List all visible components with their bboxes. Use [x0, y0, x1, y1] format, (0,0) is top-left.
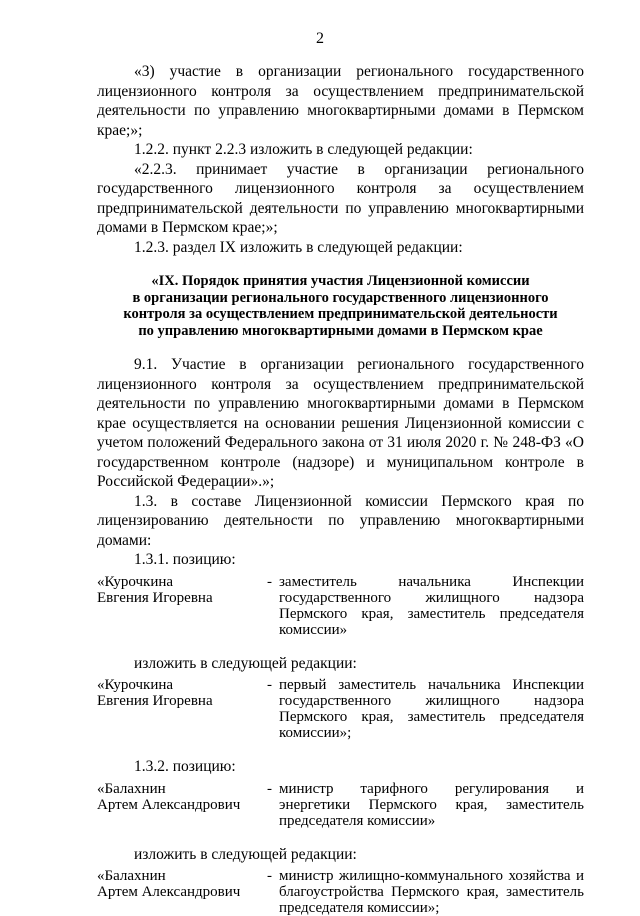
person-name: «Балахнин Артем Александрович	[97, 780, 241, 813]
position-description: заместитель начальника Инспекции государственного жилищного надзора Пермского края, заместитель председателя комиссии»	[279, 573, 584, 638]
heading-line: «IX. Порядок принятия участия Лицензионной комиссии	[151, 273, 530, 289]
position-entry	[97, 574, 584, 638]
dash: -	[267, 868, 272, 884]
person-name: «Балахнин Артем Александрович	[97, 868, 241, 900]
position-description: первый заместитель начальника Инспекции государственного жилищного надзора Пермского края, заместитель председателя комиссии»;	[279, 677, 584, 741]
person-name: «Курочкина Евгения Игоревна	[97, 573, 213, 606]
position-description: министр тарифного регулирования и энергетики Пермского края, заместитель председателя комиссии»	[279, 780, 584, 829]
dash: -	[267, 573, 272, 590]
paragraph-1-2-2: 1.2.2. пункт 2.2.3 изложить в следующей редакции:	[134, 141, 473, 158]
paragraph-1-2-3: 1.2.3. раздел IX изложить в следующей редакции:	[134, 238, 463, 256]
position-entry	[97, 781, 584, 829]
paragraph-new-edition: изложить в следующей редакции:	[134, 845, 357, 863]
paragraph-1-3: 1.3. в составе Лицензионной комиссии Пермского края по лицензированию деятельности по управлению многоквартирными домами:	[97, 492, 584, 549]
person-name: «Курочкина Евгения Игоревна	[97, 677, 213, 709]
paragraph-1-3-2: 1.3.2. позицию:	[134, 758, 236, 775]
position-entry	[97, 868, 584, 916]
dash: -	[267, 677, 272, 693]
dash: -	[267, 780, 272, 797]
position-entry	[97, 677, 584, 741]
position-description: министр жилищно-коммунального хозяйства и благоустройства Пермского края, заместитель председателя комиссии»;	[279, 868, 584, 916]
heading-line: в организации регионального государственного лицензионного	[132, 289, 549, 306]
paragraph-1-3-1: 1.3.1. позицию:	[134, 551, 236, 568]
section-heading	[97, 273, 584, 339]
paragraph-2-2-3: «2.2.3. принимает участие в организации регионального государственного лицензионного контроля за осуществлением предпринимательской деятельности по управлению многоквартирными домами в Пермском крае;»;	[97, 160, 584, 236]
paragraph-9-1: 9.1. Участие в организации регионального государственного лицензионного контроля за осуществлением предпринимательской деятельности по управлению многоквартирными домами в Пермском крае осуществляется на основании решения Лицензионной комиссии с учетом положений Федерального закона от 31 июля 2020 г. № 248-ФЗ «О государственном контроле (надзоре) и муниципальном контроле в Российской Федерации».»;	[97, 356, 584, 490]
paragraph-3-clause: «3) участие в организации регионального государственного лицензионного контроля за осуществлением предпринимательской деятельности по управлению многоквартирными домами в Пермском крае;»;	[97, 63, 584, 139]
heading-line: по управлению многоквартирными домами в Пермском крае	[138, 322, 543, 339]
page-number: 2	[316, 30, 324, 47]
paragraph-new-edition: изложить в следующей редакции:	[134, 654, 357, 672]
document-body	[97, 62, 584, 916]
heading-line: контроля за осуществлением предпринимательской деятельности	[123, 306, 558, 322]
